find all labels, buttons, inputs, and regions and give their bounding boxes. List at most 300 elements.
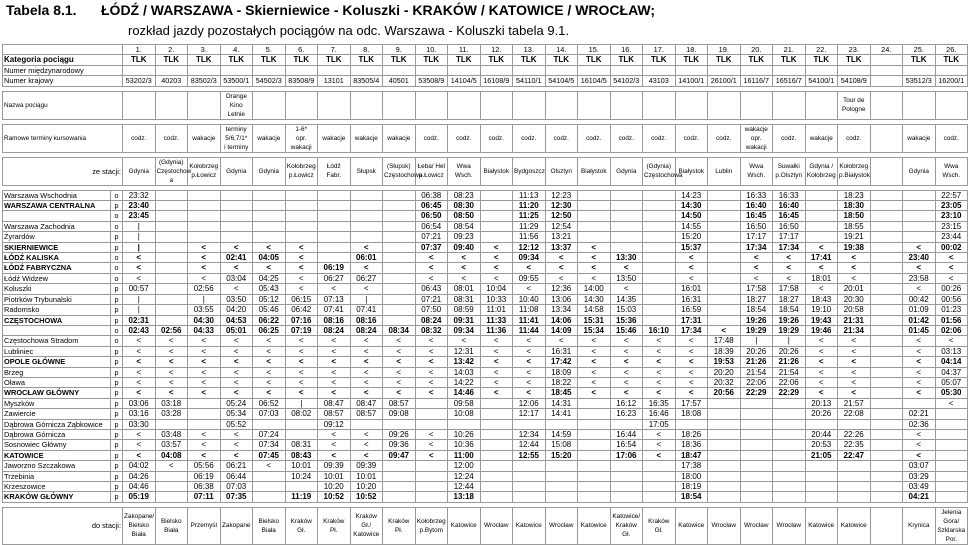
time-cell: [708, 419, 741, 429]
time-cell: 05:46: [253, 305, 286, 315]
time-cell: [610, 232, 643, 242]
time-cell: [610, 492, 643, 502]
destination-cell: Kołobrzeg p.Bytom: [415, 507, 448, 544]
time-cell: <: [155, 357, 188, 367]
time-cell: 22:35: [838, 440, 871, 450]
time-cell: 15:03: [610, 305, 643, 315]
time-cell: [708, 461, 741, 471]
time-cell: 00:56: [935, 294, 968, 304]
time-cell: 17:57: [675, 398, 708, 408]
time-cell: [480, 211, 513, 221]
origin-cell: Białystok: [480, 157, 513, 185]
time-cell: <: [838, 336, 871, 346]
origin-cell: Gdynia: [253, 157, 286, 185]
time-cell: [740, 429, 773, 439]
time-cell: 19:29: [740, 325, 773, 335]
time-cell: [480, 419, 513, 429]
time-cell: [383, 273, 416, 283]
time-cell: [935, 440, 968, 450]
time-cell: 23:40: [123, 201, 156, 211]
column-number: 1.: [123, 45, 156, 55]
time-cell: 13:06: [545, 294, 578, 304]
time-cell: [480, 221, 513, 231]
time-cell: 05:24: [220, 398, 253, 408]
time-cell: [643, 263, 676, 273]
time-cell: 04:26: [123, 471, 156, 481]
train-number-row: [3, 76, 968, 86]
train-number-label: Numer krajowy: [3, 76, 123, 86]
time-cell: [935, 450, 968, 460]
time-cell: 01:09: [903, 305, 936, 315]
time-cell: <: [578, 253, 611, 263]
time-cell: <: [415, 388, 448, 398]
time-cell: [740, 482, 773, 492]
time-cell: 10:33: [480, 294, 513, 304]
time-cell: 18:50: [838, 211, 871, 221]
time-cell: [870, 367, 903, 377]
time-cell: <: [545, 263, 578, 273]
time-cell: [350, 211, 383, 221]
time-cell: <: [578, 263, 611, 273]
time-cell: 17:34: [773, 242, 806, 252]
time-cell: [935, 419, 968, 429]
time-cell: |: [773, 336, 806, 346]
train-number-cell: 16116/7: [740, 76, 773, 86]
time-cell: <: [285, 284, 318, 294]
time-cell: <: [123, 263, 156, 273]
column-number: 10.: [415, 45, 448, 55]
arr-dep-mark: p: [111, 357, 123, 367]
train-number-cell: 53202/3: [123, 76, 156, 86]
time-cell: 18:23: [838, 190, 871, 200]
time-cell: [935, 461, 968, 471]
origin-cell: (Gdynia) Częstochow a: [156, 158, 192, 184]
time-cell: 05:34: [220, 409, 253, 419]
time-cell: [285, 232, 318, 242]
time-cell: <: [480, 263, 513, 273]
time-cell: [578, 450, 611, 460]
destination-row: [3, 507, 968, 544]
arr-dep-mark: o: [111, 325, 123, 335]
time-cell: <: [350, 429, 383, 439]
time-cell: 11:41: [513, 315, 546, 325]
time-cell: [155, 305, 188, 315]
time-cell: <: [220, 388, 253, 398]
column-number: 26.: [935, 45, 968, 55]
time-cell: [870, 440, 903, 450]
time-cell: 18:54: [740, 305, 773, 315]
category-cell: TLK: [285, 55, 318, 65]
time-cell: <: [838, 346, 871, 356]
time-cell: 16:50: [773, 221, 806, 231]
time-cell: 08:43: [285, 450, 318, 460]
time-cell: [350, 201, 383, 211]
origin-cell: Wwa Wsch.: [740, 157, 773, 185]
time-cell: 17:48: [708, 336, 741, 346]
time-cell: 22:47: [838, 450, 871, 460]
column-number: 4.: [220, 45, 253, 55]
station-name: Jaworzno Szczakowa: [3, 461, 111, 471]
time-cell: <: [253, 357, 286, 367]
intl-number-cell: [285, 65, 318, 75]
time-cell: 02:56: [188, 284, 221, 294]
time-cell: [838, 461, 871, 471]
running-days-cell: 1-6* opr. wakacji: [285, 124, 318, 152]
train-number-cell: 53508/9: [415, 76, 448, 86]
time-cell: [383, 471, 416, 481]
category-cell: TLK: [155, 55, 188, 65]
station-row: [3, 377, 968, 387]
time-cell: 14:23: [675, 190, 708, 200]
time-cell: 07:50: [415, 305, 448, 315]
time-cell: 14:59: [545, 429, 578, 439]
time-cell: [155, 482, 188, 492]
category-cell: TLK: [578, 55, 611, 65]
time-cell: <: [253, 346, 286, 356]
time-cell: [188, 232, 221, 242]
time-cell: [708, 471, 741, 481]
time-cell: <: [318, 367, 351, 377]
time-cell: <: [578, 336, 611, 346]
time-cell: 10:40: [513, 294, 546, 304]
destination-cell: Wrocław: [545, 507, 578, 544]
station-row: [3, 471, 968, 481]
origin-cell: Gdynia: [903, 157, 936, 185]
station-name: [3, 211, 111, 221]
time-cell: <: [155, 336, 188, 346]
time-cell: 19:43: [805, 315, 838, 325]
column-number: 25.: [903, 45, 936, 55]
time-cell: [253, 201, 286, 211]
column-number: 20.: [740, 45, 773, 55]
time-cell: [480, 482, 513, 492]
column-number: 22.: [805, 45, 838, 55]
time-cell: 17:58: [740, 284, 773, 294]
time-cell: 18:45: [545, 388, 578, 398]
time-cell: [610, 201, 643, 211]
time-cell: 05:12: [253, 294, 286, 304]
time-cell: <: [838, 357, 871, 367]
time-cell: <: [188, 440, 221, 450]
time-cell: <: [123, 346, 156, 356]
time-cell: <: [903, 377, 936, 387]
station-name: Trzebinia: [3, 471, 111, 481]
time-cell: <: [935, 253, 968, 263]
time-cell: <: [253, 388, 286, 398]
time-cell: 04:53: [220, 315, 253, 325]
origin-cell: Bydgoszcz: [513, 157, 546, 185]
time-cell: [903, 201, 936, 211]
time-cell: [220, 201, 253, 211]
time-cell: 08:24: [350, 325, 383, 335]
station-name: [3, 325, 111, 335]
arr-dep-mark: p: [111, 201, 123, 211]
time-cell: [220, 211, 253, 221]
time-cell: [610, 482, 643, 492]
time-cell: <: [383, 388, 416, 398]
train-name-cell: [610, 91, 643, 119]
time-cell: <: [480, 377, 513, 387]
time-cell: 20:30: [838, 294, 871, 304]
time-cell: 23:15: [935, 221, 968, 231]
time-cell: <: [318, 336, 351, 346]
time-cell: 14:03: [448, 367, 481, 377]
time-cell: [740, 461, 773, 471]
time-cell: 09:34: [448, 325, 481, 335]
time-cell: [448, 419, 481, 429]
destination-cell: Wrocław: [773, 507, 806, 544]
time-cell: 06:54: [415, 221, 448, 231]
destination-cell: Kraków Pł.: [383, 507, 416, 544]
time-cell: 03:16: [123, 409, 156, 419]
time-cell: 21:34: [838, 325, 871, 335]
time-cell: [480, 398, 513, 408]
station-name: KRAKÓW GŁÓWNY: [3, 492, 111, 502]
time-cell: [480, 190, 513, 200]
station-row: [3, 357, 968, 367]
time-cell: 19:26: [773, 315, 806, 325]
time-cell: 14:06: [545, 315, 578, 325]
time-cell: 04:08: [155, 450, 188, 460]
time-cell: <: [838, 367, 871, 377]
time-cell: 01:42: [903, 315, 936, 325]
time-cell: 18:26: [675, 429, 708, 439]
time-cell: 09:12: [318, 419, 351, 429]
train-number-cell: 53512/3: [903, 76, 936, 86]
running-days-cell: wakacje: [903, 124, 936, 152]
origin-row: [3, 157, 968, 185]
time-cell: 23:40: [903, 253, 936, 263]
time-cell: <: [220, 357, 253, 367]
time-cell: <: [480, 367, 513, 377]
time-cell: <: [188, 242, 221, 252]
time-cell: <: [448, 336, 481, 346]
column-number: 5.: [253, 45, 286, 55]
time-cell: [773, 482, 806, 492]
time-cell: <: [350, 346, 383, 356]
time-cell: <: [480, 336, 513, 346]
time-cell: 18:08: [675, 409, 708, 419]
time-cell: 10:52: [318, 492, 351, 502]
time-cell: <: [903, 336, 936, 346]
station-row: [3, 336, 968, 346]
station-name: CZĘSTOCHOWA: [3, 315, 111, 325]
category-cell: TLK: [480, 55, 513, 65]
time-cell: <: [610, 357, 643, 367]
time-cell: [903, 398, 936, 408]
time-cell: [870, 482, 903, 492]
time-cell: <: [740, 263, 773, 273]
train-number-cell: 16108/9: [480, 76, 513, 86]
intl-number-cell: [903, 65, 936, 75]
time-cell: 18:01: [805, 273, 838, 283]
time-cell: [513, 461, 546, 471]
time-cell: <: [513, 377, 546, 387]
running-days-cell: codz.: [415, 124, 448, 152]
time-cell: [805, 482, 838, 492]
time-cell: <: [318, 440, 351, 450]
time-cell: [708, 242, 741, 252]
intl-number-cell: [123, 65, 156, 75]
station-row: [3, 263, 968, 273]
arr-dep-mark: p: [111, 242, 123, 252]
time-cell: [188, 211, 221, 221]
train-name-cell: [188, 91, 221, 119]
time-cell: [870, 346, 903, 356]
time-cell: 14:30: [578, 294, 611, 304]
time-cell: [318, 253, 351, 263]
time-cell: <: [123, 388, 156, 398]
time-cell: [708, 409, 741, 419]
time-cell: [870, 429, 903, 439]
train-name-cell: [480, 91, 513, 119]
time-cell: <: [805, 357, 838, 367]
column-number: 15.: [578, 45, 611, 55]
time-cell: 11:20: [513, 201, 546, 211]
time-cell: <: [123, 377, 156, 387]
time-cell: 16:54: [610, 440, 643, 450]
time-cell: 16:12: [610, 398, 643, 408]
time-cell: 03:49: [903, 482, 936, 492]
time-cell: 04:21: [903, 492, 936, 502]
time-cell: 18:36: [675, 440, 708, 450]
time-cell: 21:57: [838, 398, 871, 408]
time-cell: [578, 201, 611, 211]
running-days-cell: codz.: [513, 124, 546, 152]
category-cell: TLK: [773, 55, 806, 65]
time-cell: [870, 471, 903, 481]
time-cell: <: [253, 377, 286, 387]
time-cell: 18:00: [675, 471, 708, 481]
running-days-cell: wakacje: [805, 124, 838, 152]
time-cell: <: [350, 263, 383, 273]
time-cell: <: [188, 377, 221, 387]
time-cell: 03:48: [155, 429, 188, 439]
arr-dep-mark: p: [111, 461, 123, 471]
time-cell: [643, 211, 676, 221]
time-cell: <: [383, 346, 416, 356]
time-cell: [415, 471, 448, 481]
time-cell: 10:20: [350, 482, 383, 492]
time-cell: 08:59: [448, 305, 481, 315]
time-cell: [935, 409, 968, 419]
time-cell: [708, 221, 741, 231]
category-row: [3, 55, 968, 65]
time-cell: [870, 377, 903, 387]
train-number-cell: 16516/7: [773, 76, 806, 86]
category-cell: TLK: [253, 55, 286, 65]
running-days-cell: codz.: [155, 124, 188, 152]
time-cell: [643, 492, 676, 502]
time-cell: <: [415, 440, 448, 450]
timetable: [2, 44, 968, 545]
time-cell: [578, 409, 611, 419]
category-cell: TLK: [935, 55, 968, 65]
time-cell: 13:21: [545, 232, 578, 242]
station-row: [3, 419, 968, 429]
time-cell: [318, 201, 351, 211]
time-cell: 18:19: [675, 482, 708, 492]
time-cell: [318, 211, 351, 221]
time-cell: [708, 263, 741, 273]
time-cell: <: [675, 367, 708, 377]
time-cell: <: [935, 398, 968, 408]
time-cell: [643, 273, 676, 283]
time-cell: 03:29: [903, 471, 936, 481]
time-cell: [578, 221, 611, 231]
origin-cell: (Gdynia) Częstochowa: [643, 157, 676, 185]
time-cell: 22:08: [838, 409, 871, 419]
time-cell: 01:45: [903, 325, 936, 335]
running-days-cell: wakacje: [350, 124, 383, 152]
time-cell: <: [220, 263, 253, 273]
time-cell: |: [188, 294, 221, 304]
time-cell: 12:24: [448, 471, 481, 481]
station-name: Dąbrowa Górnicza: [3, 429, 111, 439]
time-cell: [838, 471, 871, 481]
destination-cell: Przemyśl: [188, 507, 221, 544]
time-cell: <: [578, 388, 611, 398]
time-cell: 03:13: [935, 346, 968, 356]
time-cell: 12:12: [513, 242, 546, 252]
time-cell: <: [285, 336, 318, 346]
origin-cell: Białystok: [578, 157, 611, 185]
time-cell: [870, 419, 903, 429]
time-cell: |: [123, 232, 156, 242]
time-cell: [155, 315, 188, 325]
arr-dep-mark: o: [111, 263, 123, 273]
time-cell: 07:45: [253, 450, 286, 460]
station-name: Koluszki: [3, 284, 111, 294]
time-cell: [253, 221, 286, 231]
time-cell: [383, 419, 416, 429]
time-cell: 18:22: [545, 377, 578, 387]
time-cell: 09:47: [383, 450, 416, 460]
time-cell: 06:27: [318, 273, 351, 283]
time-cell: [610, 221, 643, 231]
station-name: Zawiercie: [3, 409, 111, 419]
time-cell: 07:24: [253, 429, 286, 439]
station-name: Oława: [3, 377, 111, 387]
train-number-cell: [870, 76, 903, 86]
time-cell: [870, 450, 903, 460]
time-cell: 14:46: [448, 388, 481, 398]
origin-cell: Suwałki p.Olsztyn: [773, 157, 806, 185]
time-cell: |: [740, 336, 773, 346]
time-cell: <: [610, 346, 643, 356]
time-cell: |: [123, 221, 156, 231]
train-number-cell: 14104/5: [448, 76, 481, 86]
station-name: Brzeg: [3, 367, 111, 377]
time-cell: 03:06: [123, 398, 156, 408]
arr-dep-mark: p: [111, 471, 123, 481]
time-cell: [610, 190, 643, 200]
time-cell: [383, 461, 416, 471]
train-number-cell: 54108/9: [838, 76, 871, 86]
time-cell: [513, 492, 546, 502]
station-name: Sosnowiec Główny: [3, 440, 111, 450]
time-cell: 00:42: [903, 294, 936, 304]
time-cell: [383, 263, 416, 273]
running-days-row: [3, 124, 968, 152]
time-cell: [838, 492, 871, 502]
time-cell: <: [415, 263, 448, 273]
time-cell: 03:50: [220, 294, 253, 304]
intl-number-cell: [935, 65, 968, 75]
time-cell: <: [253, 242, 286, 252]
time-cell: [740, 450, 773, 460]
column-number: 2.: [155, 45, 188, 55]
